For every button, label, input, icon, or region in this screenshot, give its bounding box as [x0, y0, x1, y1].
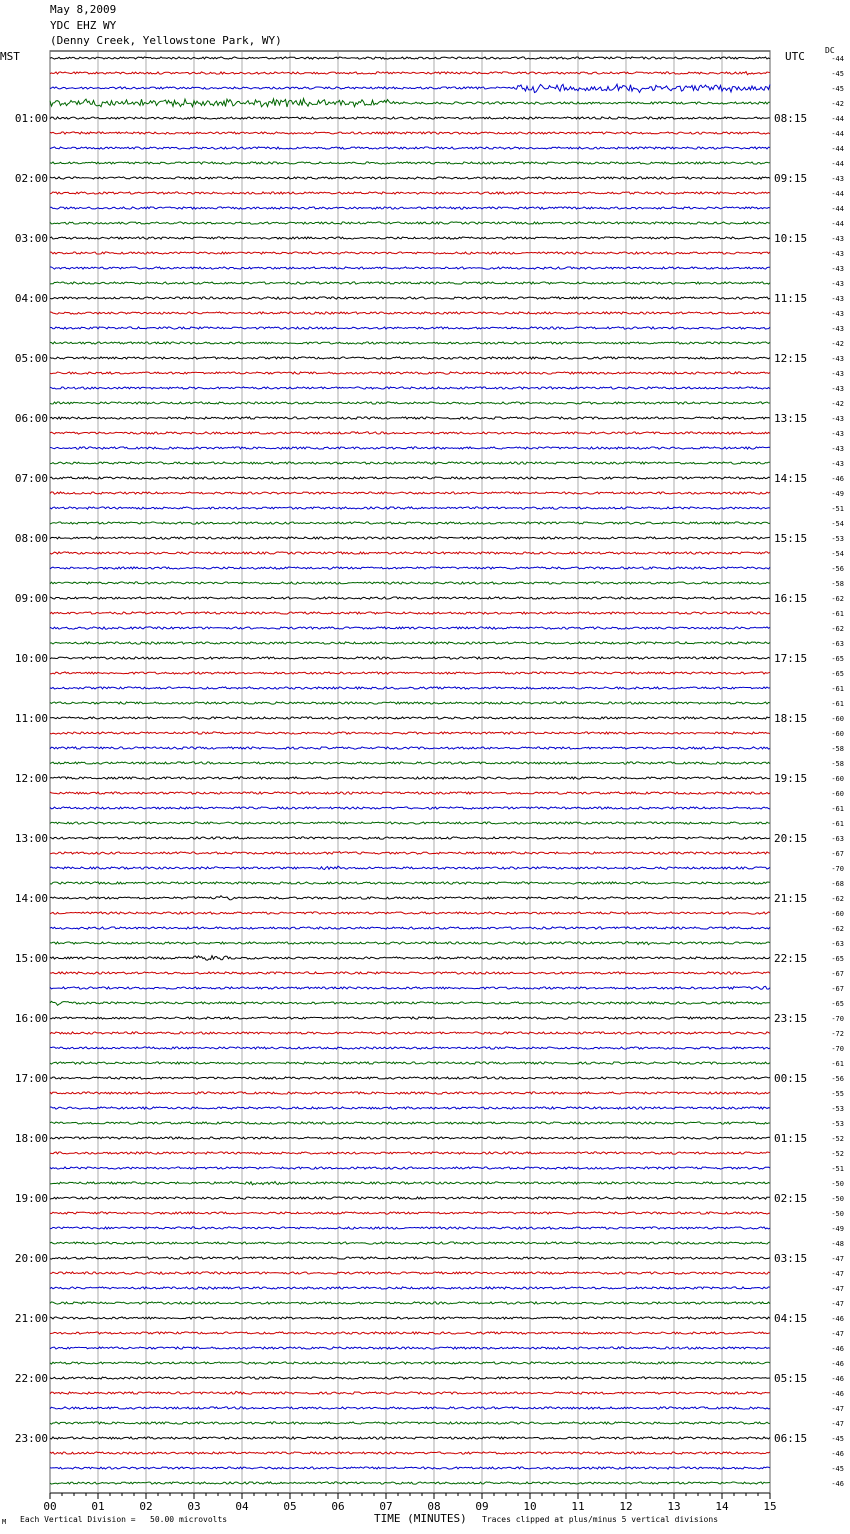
- dc-offset-label: -61: [831, 805, 844, 813]
- seismic-trace: [50, 522, 770, 524]
- left-time-label: 18:00: [14, 1132, 48, 1145]
- dc-offset-label: -67: [831, 970, 844, 978]
- dc-offset-label: -43: [831, 295, 844, 303]
- dc-offset-label: -63: [831, 640, 844, 648]
- dc-offset-label: -43: [831, 235, 844, 243]
- right-time-label: 00:15: [774, 1072, 808, 1085]
- seismic-trace: [50, 822, 770, 824]
- right-time-label: 11:15: [774, 292, 808, 305]
- logo-mark: M: [2, 1518, 7, 1526]
- dc-offset-label: -42: [831, 340, 844, 348]
- seismic-trace: [50, 1152, 770, 1154]
- seismic-trace: [50, 1062, 770, 1064]
- left-time-label: 08:00: [14, 532, 48, 545]
- seismic-trace: [50, 1227, 770, 1229]
- left-time-label: 04:00: [14, 292, 48, 305]
- dc-offset-label: -54: [831, 550, 844, 558]
- left-time-label: 09:00: [14, 592, 48, 605]
- seismic-trace: [50, 132, 770, 134]
- seismic-trace: [50, 1242, 770, 1244]
- seismic-trace: [50, 507, 770, 509]
- seismic-trace: [50, 882, 770, 884]
- seismic-trace: [50, 417, 770, 419]
- dc-offset-label: -46: [831, 1315, 844, 1323]
- dc-offset-label: -42: [831, 400, 844, 408]
- seismic-trace: [50, 702, 770, 704]
- dc-offset-label: -55: [831, 1090, 844, 1098]
- dc-offset-label: -63: [831, 940, 844, 948]
- seismic-trace: [50, 117, 770, 119]
- dc-offset-label: -43: [831, 460, 844, 468]
- right-time-label: 16:15: [774, 592, 808, 605]
- dc-offset-label: -61: [831, 700, 844, 708]
- dc-offset-label: -60: [831, 790, 844, 798]
- left-time-label: 13:00: [14, 832, 48, 845]
- dc-offset-label: -53: [831, 535, 844, 543]
- seismic-trace: [50, 582, 770, 584]
- x-tick-label: 07: [379, 1500, 393, 1513]
- seismic-trace: [50, 1197, 770, 1199]
- dc-offset-label: -60: [831, 730, 844, 738]
- dc-offset-label: -62: [831, 895, 844, 903]
- dc-offset-label: -50: [831, 1210, 844, 1218]
- dc-offset-label: -46: [831, 1345, 844, 1353]
- right-time-label: 19:15: [774, 772, 808, 785]
- dc-offset-label: -43: [831, 355, 844, 363]
- plot-frame: [50, 51, 770, 1493]
- trace-layer: [50, 57, 770, 1484]
- seismic-trace: [50, 1287, 770, 1289]
- seismic-trace: [50, 927, 770, 929]
- dc-offset-label: -51: [831, 505, 844, 513]
- right-time-label: 10:15: [774, 232, 808, 245]
- seismic-trace: [50, 1047, 770, 1049]
- dc-offset-label: -49: [831, 1225, 844, 1233]
- seismic-trace: [50, 942, 770, 945]
- seismic-trace: [50, 687, 770, 689]
- seismic-trace: [50, 672, 770, 674]
- right-time-label: 17:15: [774, 652, 808, 665]
- seismic-trace: [50, 1122, 770, 1124]
- dc-offset-label: -43: [831, 250, 844, 258]
- seismic-trace: [50, 1452, 770, 1454]
- right-time-label: 14:15: [774, 472, 808, 485]
- seismic-trace: [50, 207, 770, 209]
- seismic-trace: [50, 267, 770, 269]
- seismic-trace: [50, 1092, 770, 1094]
- seismic-trace: [50, 986, 770, 989]
- right-time-label: 06:15: [774, 1432, 808, 1445]
- left-time-label: 20:00: [14, 1252, 48, 1265]
- dc-offset-label: -60: [831, 715, 844, 723]
- dc-offset-label: -52: [831, 1150, 844, 1158]
- dc-offset-label: -46: [831, 1450, 844, 1458]
- right-time-label: 09:15: [774, 172, 808, 185]
- dc-offset-label: -65: [831, 1000, 844, 1008]
- header-station: YDC EHZ WY: [50, 19, 117, 32]
- dc-offset-label: -44: [831, 205, 844, 213]
- seismic-trace: [50, 57, 770, 59]
- seismic-trace: [50, 896, 770, 900]
- seismic-trace: [50, 1032, 770, 1034]
- dc-offset-label: -46: [831, 1390, 844, 1398]
- left-time-label: 17:00: [14, 1072, 48, 1085]
- seismic-trace: [50, 912, 770, 914]
- right-time-label: 04:15: [774, 1312, 808, 1325]
- dc-offset-label: -47: [831, 1285, 844, 1293]
- dc-offset-label: -62: [831, 625, 844, 633]
- dc-offset-label: -43: [831, 325, 844, 333]
- label-layer: [15, 55, 844, 1513]
- seismic-trace: [50, 99, 770, 107]
- dc-offset-label: -44: [831, 130, 844, 138]
- seismic-trace: [50, 312, 770, 314]
- seismic-trace: [50, 1347, 770, 1349]
- dc-offset-label: -46: [831, 1480, 844, 1488]
- dc-offset-label: -46: [831, 1375, 844, 1383]
- seismic-trace: [50, 342, 770, 344]
- dc-offset-label: -43: [831, 175, 844, 183]
- dc-offset-label: -47: [831, 1255, 844, 1263]
- seismic-trace: [50, 1317, 770, 1319]
- dc-offset-label: -62: [831, 925, 844, 933]
- dc-offset-label: -67: [831, 850, 844, 858]
- seismic-trace: [50, 402, 770, 404]
- left-time-label: 07:00: [14, 472, 48, 485]
- right-time-label: 13:15: [774, 412, 808, 425]
- seismic-trace: [50, 1482, 770, 1484]
- dc-title: DC: [825, 46, 835, 55]
- seismic-trace: [50, 1422, 770, 1424]
- seismic-trace: [50, 1437, 770, 1439]
- seismic-trace: [50, 477, 770, 479]
- right-time-label: 22:15: [774, 952, 808, 965]
- dc-offset-label: -52: [831, 1135, 844, 1143]
- seismic-trace: [50, 1001, 770, 1005]
- seismic-trace: [50, 807, 770, 809]
- seismic-trace: [50, 72, 770, 75]
- dc-offset-label: -72: [831, 1030, 844, 1038]
- seismic-trace: [50, 567, 770, 569]
- seismic-trace: [50, 1272, 770, 1274]
- left-time-label: 10:00: [14, 652, 48, 665]
- dc-offset-label: -46: [831, 475, 844, 483]
- left-time-label: 03:00: [14, 232, 48, 245]
- dc-offset-label: -43: [831, 445, 844, 453]
- seismic-trace: [50, 252, 770, 254]
- seismic-trace: [50, 747, 770, 749]
- dc-offset-label: -45: [831, 70, 844, 78]
- dc-offset-label: -61: [831, 1060, 844, 1068]
- seismic-trace: [50, 612, 770, 614]
- seismic-trace: [50, 1302, 770, 1304]
- dc-offset-label: -67: [831, 985, 844, 993]
- left-time-label: 21:00: [14, 1312, 48, 1325]
- dc-offset-label: -50: [831, 1195, 844, 1203]
- seismic-trace: [50, 237, 770, 239]
- seismic-trace: [50, 732, 770, 734]
- seismic-trace: [50, 866, 770, 869]
- seismic-trace: [50, 387, 770, 389]
- right-time-label: 12:15: [774, 352, 808, 365]
- right-time-label: 18:15: [774, 712, 808, 725]
- seismic-trace: [50, 297, 770, 299]
- clip-note: Traces clipped at plus/minus 5 vertical divisions: [482, 1515, 719, 1524]
- dc-offset-label: -46: [831, 1360, 844, 1368]
- dc-offset-label: -60: [831, 775, 844, 783]
- x-tick-label: 00: [43, 1500, 57, 1513]
- x-tick-label: 12: [619, 1500, 633, 1513]
- dc-offset-label: -62: [831, 595, 844, 603]
- x-tick-label: 03: [187, 1500, 201, 1513]
- right-time-label: 01:15: [774, 1132, 808, 1145]
- dc-offset-label: -43: [831, 415, 844, 423]
- seismic-trace: [50, 1391, 770, 1394]
- dc-offset-label: -44: [831, 190, 844, 198]
- dc-offset-label: -56: [831, 565, 844, 573]
- left-time-label: 22:00: [14, 1372, 48, 1385]
- seismic-trace: [50, 792, 770, 794]
- dc-offset-label: -51: [831, 1165, 844, 1173]
- x-tick-label: 05: [283, 1500, 297, 1513]
- right-axis-title: UTC: [785, 50, 805, 63]
- dc-offset-label: -43: [831, 310, 844, 318]
- seismic-trace: [50, 432, 770, 434]
- dc-offset-label: -44: [831, 220, 844, 228]
- header-date: May 8,2009: [50, 3, 117, 16]
- seismic-trace: [50, 357, 770, 359]
- dc-offset-label: -65: [831, 670, 844, 678]
- left-time-label: 05:00: [14, 352, 48, 365]
- x-tick-label: 02: [139, 1500, 153, 1513]
- dc-offset-label: -44: [831, 115, 844, 123]
- left-time-label: 06:00: [14, 412, 48, 425]
- dc-offset-label: -58: [831, 760, 844, 768]
- dc-offset-label: -61: [831, 685, 844, 693]
- right-time-label: 03:15: [774, 1252, 808, 1265]
- seismic-trace: [50, 462, 770, 464]
- left-time-label: 14:00: [14, 892, 48, 905]
- dc-offset-label: -58: [831, 745, 844, 753]
- dc-offset-label: -44: [831, 55, 844, 63]
- dc-offset-label: -47: [831, 1300, 844, 1308]
- dc-offset-label: -47: [831, 1330, 844, 1338]
- seismic-trace: [50, 447, 770, 449]
- dc-offset-label: -45: [831, 1465, 844, 1473]
- seismic-trace: [50, 627, 770, 629]
- dc-offset-label: -43: [831, 430, 844, 438]
- seismic-trace: [50, 162, 770, 164]
- seismic-trace: [50, 1017, 770, 1019]
- x-axis-title: TIME (MINUTES): [374, 1512, 467, 1525]
- x-tick-label: 06: [331, 1500, 345, 1513]
- dc-offset-label: -61: [831, 610, 844, 618]
- dc-offset-label: -70: [831, 865, 844, 873]
- dc-offset-label: -48: [831, 1240, 844, 1248]
- dc-offset-label: -53: [831, 1105, 844, 1113]
- right-time-label: 05:15: [774, 1372, 808, 1385]
- right-time-label: 21:15: [774, 892, 808, 905]
- seismic-trace: [50, 1467, 770, 1469]
- dc-offset-label: -43: [831, 385, 844, 393]
- dc-offset-label: -61: [831, 820, 844, 828]
- right-time-label: 20:15: [774, 832, 808, 845]
- dc-offset-label: -47: [831, 1420, 844, 1428]
- seismic-trace: [50, 777, 770, 779]
- dc-offset-label: -63: [831, 835, 844, 843]
- x-tick-label: 01: [91, 1500, 105, 1513]
- dc-offset-label: -45: [831, 85, 844, 93]
- x-tick-label: 11: [571, 1500, 585, 1513]
- x-tick-label: 10: [523, 1500, 537, 1513]
- dc-offset-label: -65: [831, 955, 844, 963]
- dc-offset-label: -47: [831, 1405, 844, 1413]
- left-time-label: 01:00: [14, 112, 48, 125]
- seismic-trace: [50, 192, 770, 194]
- right-time-label: 08:15: [774, 112, 808, 125]
- seismic-trace: [50, 1377, 770, 1379]
- seismic-trace: [50, 1137, 770, 1139]
- seismic-trace: [50, 1167, 770, 1169]
- right-time-label: 15:15: [774, 532, 808, 545]
- left-time-label: 02:00: [14, 172, 48, 185]
- seismic-trace: [50, 84, 770, 92]
- x-tick-label: 14: [715, 1500, 729, 1513]
- dc-offset-label: -65: [831, 655, 844, 663]
- seismic-trace: [50, 177, 770, 179]
- x-tick-label: 09: [475, 1500, 489, 1513]
- right-time-label: 02:15: [774, 1192, 808, 1205]
- dc-offset-label: -53: [831, 1120, 844, 1128]
- header-location: (Denny Creek, Yellowstone Park, WY): [50, 34, 282, 47]
- dc-offset-label: -47: [831, 1270, 844, 1278]
- left-time-label: 12:00: [14, 772, 48, 785]
- left-time-label: 11:00: [14, 712, 48, 725]
- dc-offset-label: -50: [831, 1180, 844, 1188]
- dc-offset-label: -54: [831, 520, 844, 528]
- dc-offset-label: -68: [831, 880, 844, 888]
- dc-offset-label: -60: [831, 910, 844, 918]
- seismic-trace: [50, 956, 770, 961]
- right-time-label: 23:15: [774, 1012, 808, 1025]
- left-time-label: 15:00: [14, 952, 48, 965]
- seismic-trace: [50, 552, 770, 554]
- seismic-trace: [50, 972, 770, 974]
- x-tick-label: 08: [427, 1500, 441, 1513]
- seismic-trace: [50, 222, 770, 224]
- left-axis-title: MST: [0, 50, 20, 63]
- dc-offset-label: -45: [831, 1435, 844, 1443]
- dc-offset-label: -43: [831, 370, 844, 378]
- seismic-trace: [50, 852, 770, 855]
- dc-offset-label: -44: [831, 145, 844, 153]
- dc-offset-label: -43: [831, 265, 844, 273]
- seismic-trace: [50, 1257, 770, 1259]
- seismic-trace: [50, 1212, 770, 1214]
- seismic-trace: [50, 1332, 770, 1334]
- dc-offset-label: -70: [831, 1045, 844, 1053]
- seismic-trace: [50, 1407, 770, 1409]
- dc-offset-label: -42: [831, 100, 844, 108]
- dc-offset-label: -70: [831, 1015, 844, 1023]
- x-tick-label: 13: [667, 1500, 681, 1513]
- seismic-trace: [50, 1362, 770, 1364]
- seismic-trace: [50, 837, 770, 839]
- left-time-label: 19:00: [14, 1192, 48, 1205]
- x-tick-label: 04: [235, 1500, 249, 1513]
- seismic-trace: [50, 492, 770, 494]
- seismic-trace: [50, 282, 770, 284]
- seismic-trace: [50, 1107, 770, 1109]
- seismic-trace: [50, 537, 770, 539]
- seismic-trace: [50, 717, 770, 719]
- seismic-trace: [50, 597, 770, 599]
- seismic-trace: [50, 762, 770, 764]
- left-time-label: 23:00: [14, 1432, 48, 1445]
- dc-offset-label: -44: [831, 160, 844, 168]
- dc-offset-label: -49: [831, 490, 844, 498]
- x-tick-label: 15: [763, 1500, 777, 1513]
- seismic-trace: [50, 1182, 770, 1185]
- seismic-trace: [50, 642, 770, 644]
- dc-offset-label: -58: [831, 580, 844, 588]
- seismic-trace: [50, 147, 770, 149]
- seismic-trace: [50, 372, 770, 374]
- left-time-label: 16:00: [14, 1012, 48, 1025]
- seismic-trace: [50, 327, 770, 329]
- dc-offset-label: -56: [831, 1075, 844, 1083]
- scale-note: Each Vertical Division = 50.00 microvolts: [20, 1515, 228, 1524]
- dc-offset-label: -43: [831, 280, 844, 288]
- seismic-trace: [50, 657, 770, 659]
- seismic-trace: [50, 1077, 770, 1079]
